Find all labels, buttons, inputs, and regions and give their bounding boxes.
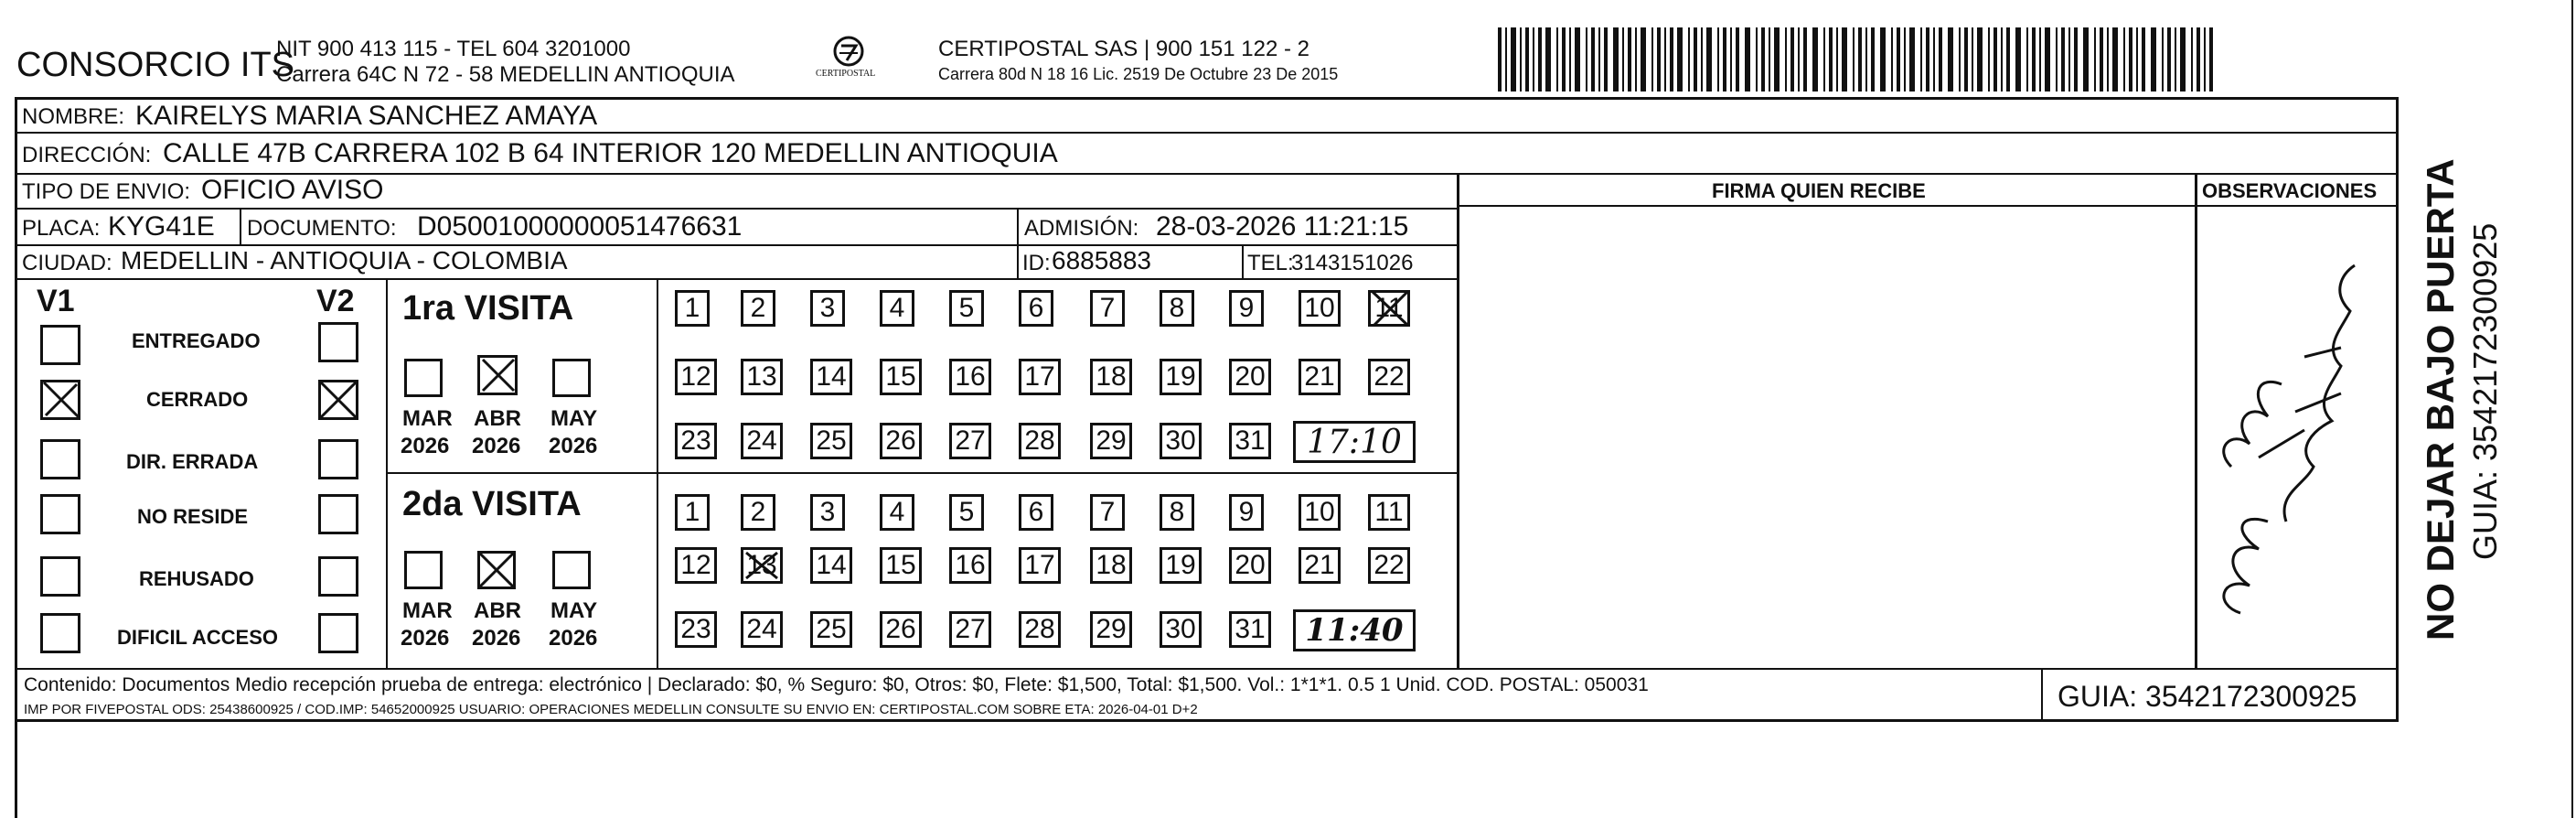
signature-header: FIRMA QUIEN RECIBE [1712,179,1926,202]
visit1-day-10[interactable]: 10 [1299,290,1341,327]
visit2-day-5[interactable]: 5 [949,494,984,531]
visit1-day-17[interactable]: 17 [1019,359,1061,395]
visit1-day-9[interactable]: 9 [1229,290,1264,327]
visit1-day-1[interactable]: 1 [675,290,710,327]
visit1-title: 1ra VISITA [402,289,574,328]
visit2-day-6[interactable]: 6 [1019,494,1053,531]
visit1-day-7[interactable]: 7 [1090,290,1125,327]
visit1-day-4[interactable]: 4 [880,290,914,327]
footer-guia: GUIA: 3542172300925 [2058,680,2357,713]
visit2-day-26[interactable]: 26 [880,611,922,648]
visit2-day-30[interactable]: 30 [1160,611,1202,648]
visit1-day-15[interactable]: 15 [880,359,922,395]
visit1-day-20[interactable]: 20 [1229,359,1271,395]
tel-label: TEL: [1247,251,1294,275]
visit2-month-may-checkbox[interactable] [552,551,591,589]
v2-header: V2 [316,284,355,318]
visit2-day-17[interactable]: 17 [1019,547,1061,584]
visit2-day-2[interactable]: 2 [741,494,775,531]
visit1-day-14[interactable]: 14 [810,359,852,395]
v2-checkbox-rehusado[interactable] [318,556,358,597]
visit2-time[interactable]: 11:40 [1293,609,1416,651]
visit2-month-mar: MAR [402,598,453,623]
visit2-day-28[interactable]: 28 [1019,611,1061,648]
visit1-month-abr: ABR [474,406,521,431]
visit2-day-19[interactable]: 19 [1160,547,1202,584]
shipment-type: OFICIO AVISO [201,175,384,205]
visit2-day-23[interactable]: 23 [675,611,717,648]
visit2-day-24[interactable]: 24 [741,611,783,648]
visit2-day-21[interactable]: 21 [1299,547,1341,584]
visit1-day-18[interactable]: 18 [1090,359,1132,395]
visit1-month-may-checkbox[interactable] [552,359,591,397]
visit1-day-12[interactable]: 12 [675,359,717,395]
id-value: 6885883 [1052,246,1152,274]
visit2-day-1[interactable]: 1 [675,494,710,531]
address-label: DIRECCIÓN: [22,143,152,167]
visit2-day-22[interactable]: 22 [1368,547,1410,584]
city-value: MEDELLIN - ANTIOQUIA - COLOMBIA [121,246,568,274]
visit1-day-29[interactable]: 29 [1090,423,1132,459]
barcode [1491,0,2222,101]
visit1-day-13[interactable]: 13 [741,359,783,395]
visit2-month-may: MAY [550,598,598,623]
status-label-no-reside: NO RESIDE [137,505,249,528]
visit2-day-13[interactable]: 13 [741,547,783,584]
visit2-title: 2da VISITA [402,485,582,523]
certipostal-logo [812,33,885,88]
logo-text: CERTIPOSTAL [816,69,876,79]
type-label: TIPO DE ENVIO: [22,179,191,204]
visit1-abr-check-mark [476,352,521,398]
v1-checkbox-dir-errada[interactable] [40,439,80,479]
recipient-address: CALLE 47B CARRERA 102 B 64 INTERIOR 120 MEDELLIN ANTIOQUIA [163,138,1058,168]
plate-value: KYG41E [108,211,215,242]
visit1-day-3[interactable]: 3 [810,290,845,327]
visit1-day-26[interactable]: 26 [880,423,922,459]
company-nit: NIT 900 413 115 - TEL 604 3201000 [276,37,631,61]
visit2-day-18[interactable]: 18 [1090,547,1132,584]
plate-label: PLACA: [22,216,101,241]
visit1-day-8[interactable]: 8 [1160,290,1194,327]
visit1-day-31[interactable]: 31 [1229,423,1271,459]
admission-value: 28-03-2026 11:21:15 [1156,211,1409,242]
visit2-day-12[interactable]: 12 [675,547,717,584]
status-label-rehusado: REHUSADO [139,567,254,590]
v1-checkbox-rehusado[interactable] [40,556,80,597]
visit2-day-8[interactable]: 8 [1160,494,1194,531]
visit2-month-mar-checkbox[interactable] [404,551,443,589]
visit2-day-29[interactable]: 29 [1090,611,1132,648]
visit1-day-25[interactable]: 25 [810,423,852,459]
visit2-day-15[interactable]: 15 [880,547,922,584]
visit2-day-14[interactable]: 14 [810,547,852,584]
status-label-dificil-acceso: DIFICIL ACCESO [117,626,279,649]
handwritten-signature [2204,247,2359,631]
company-name: CONSORCIO ITS [16,46,295,84]
v1-checkbox-no-reside[interactable] [40,494,80,534]
v1-checkbox-dificil-acceso[interactable] [40,613,80,653]
visit2-day-27[interactable]: 27 [949,611,991,648]
v2-checkbox-no-reside[interactable] [318,494,358,534]
status-label-dir-errada: DIR. ERRADA [126,450,259,473]
visit1-year-may: 2026 [549,434,598,458]
observations-header: OBSERVACIONES [2202,179,2378,202]
visit1-month-may: MAY [550,406,598,431]
visit1-day-30[interactable]: 30 [1160,423,1202,459]
visit1-day-16[interactable]: 16 [949,359,991,395]
visit2-day-10[interactable]: 10 [1299,494,1341,531]
admission-label: ADMISIÓN: [1024,216,1139,241]
visit1-day-19[interactable]: 19 [1160,359,1202,395]
document-label: DOCUMENTO: [247,216,397,241]
visit1-day-2[interactable]: 2 [741,290,775,327]
visit2-day-11[interactable]: 11 [1368,494,1410,531]
visit2-day-9[interactable]: 9 [1229,494,1264,531]
v2-cerrado-check-mark [315,377,361,423]
visit2-day-4[interactable]: 4 [880,494,914,531]
visit2-year-mar: 2026 [401,626,450,651]
carrier-name: CERTIPOSTAL SAS | 900 151 122 - 2 [938,37,1309,61]
visit1-year-abr: 2026 [472,434,521,458]
city-label: CIUDAD: [22,251,112,275]
v1-header: V1 [37,284,75,318]
v2-checkbox-entregado[interactable] [318,322,358,362]
visit2-day-16[interactable]: 16 [949,547,991,584]
visit1-month-mar-checkbox[interactable] [404,359,443,397]
v1-checkbox-entregado[interactable] [40,325,80,365]
carrier-address: Carrera 80d N 18 16 Lic. 2519 De Octubre 23 De 2015 [938,65,1339,83]
visit2-day-25[interactable]: 25 [810,611,852,648]
visit2-day-20[interactable]: 20 [1229,547,1271,584]
footer-imp: IMP POR FIVEPOSTAL ODS: 25438600925 / COD.IMP: 54652000925 USUARIO: OPERACIONES MEDELLIN CONSULTE SU ENVIO EN: CERTIPOSTAL.COM SOBRE ETA: 2026-04-01 D+2 [24,702,1198,717]
status-label-entregado: ENTREGADO [132,329,261,352]
visit1-day-28[interactable]: 28 [1019,423,1061,459]
visit1-day-5[interactable]: 5 [949,290,984,327]
visit1-day-22[interactable]: 22 [1368,359,1410,395]
visit2-year-abr: 2026 [472,626,521,651]
visit2-abr-check-mark [475,548,518,592]
visit1-day-27[interactable]: 27 [949,423,991,459]
visit1-day-6[interactable]: 6 [1019,290,1053,327]
visit1-month-mar: MAR [402,406,453,431]
status-label-cerrado: CERRADO [146,388,249,411]
visit2-day-13-check-mark [741,547,783,584]
footer-content: Contenido: Documentos Medio recepción prueba de entrega: electrónico | Declarado: $0, % Seguro: $0, Otros: $0, Flete: $1,500, Total: $1,500. Vol.: 1*1*1. 0.5 1 Unid. COD. POSTAL: 050031 [24,674,1649,695]
v1-cerrado-check-mark [37,375,86,425]
v2-checkbox-dificil-acceso[interactable] [318,613,358,653]
name-label: NOMBRE: [22,104,125,129]
visit2-month-abr: ABR [474,598,521,623]
side-guia: GUIA: 3542172300925 [2466,222,2504,560]
visit2-day-31[interactable]: 31 [1229,611,1271,648]
tel-value: 3143151026 [1291,251,1414,275]
company-address: Carrera 64C N 72 - 58 MEDELLIN ANTIOQUIA [276,62,735,87]
v2-checkbox-dir-errada[interactable] [318,439,358,479]
certipostal-logo-icon [812,33,885,88]
id-label: ID: [1022,251,1051,275]
visit2-day-7[interactable]: 7 [1090,494,1125,531]
side-warning: NO DEJAR BAJO PUERTA [2419,158,2462,640]
visit1-day-24[interactable]: 24 [741,423,783,459]
visit1-day-21[interactable]: 21 [1299,359,1341,395]
visit2-day-3[interactable]: 3 [810,494,845,531]
visit1-year-mar: 2026 [401,434,450,458]
recipient-name: KAIRELYS MARIA SANCHEZ AMAYA [135,101,598,131]
visit1-time[interactable]: 17:10 [1293,421,1416,463]
visit1-day-11-check-mark [1366,287,1414,329]
document-value: D05001000000051476631 [417,211,743,242]
visit1-day-23[interactable]: 23 [675,423,717,459]
visit1-day-11[interactable]: 11 [1368,290,1410,327]
visit2-year-may: 2026 [549,626,598,651]
